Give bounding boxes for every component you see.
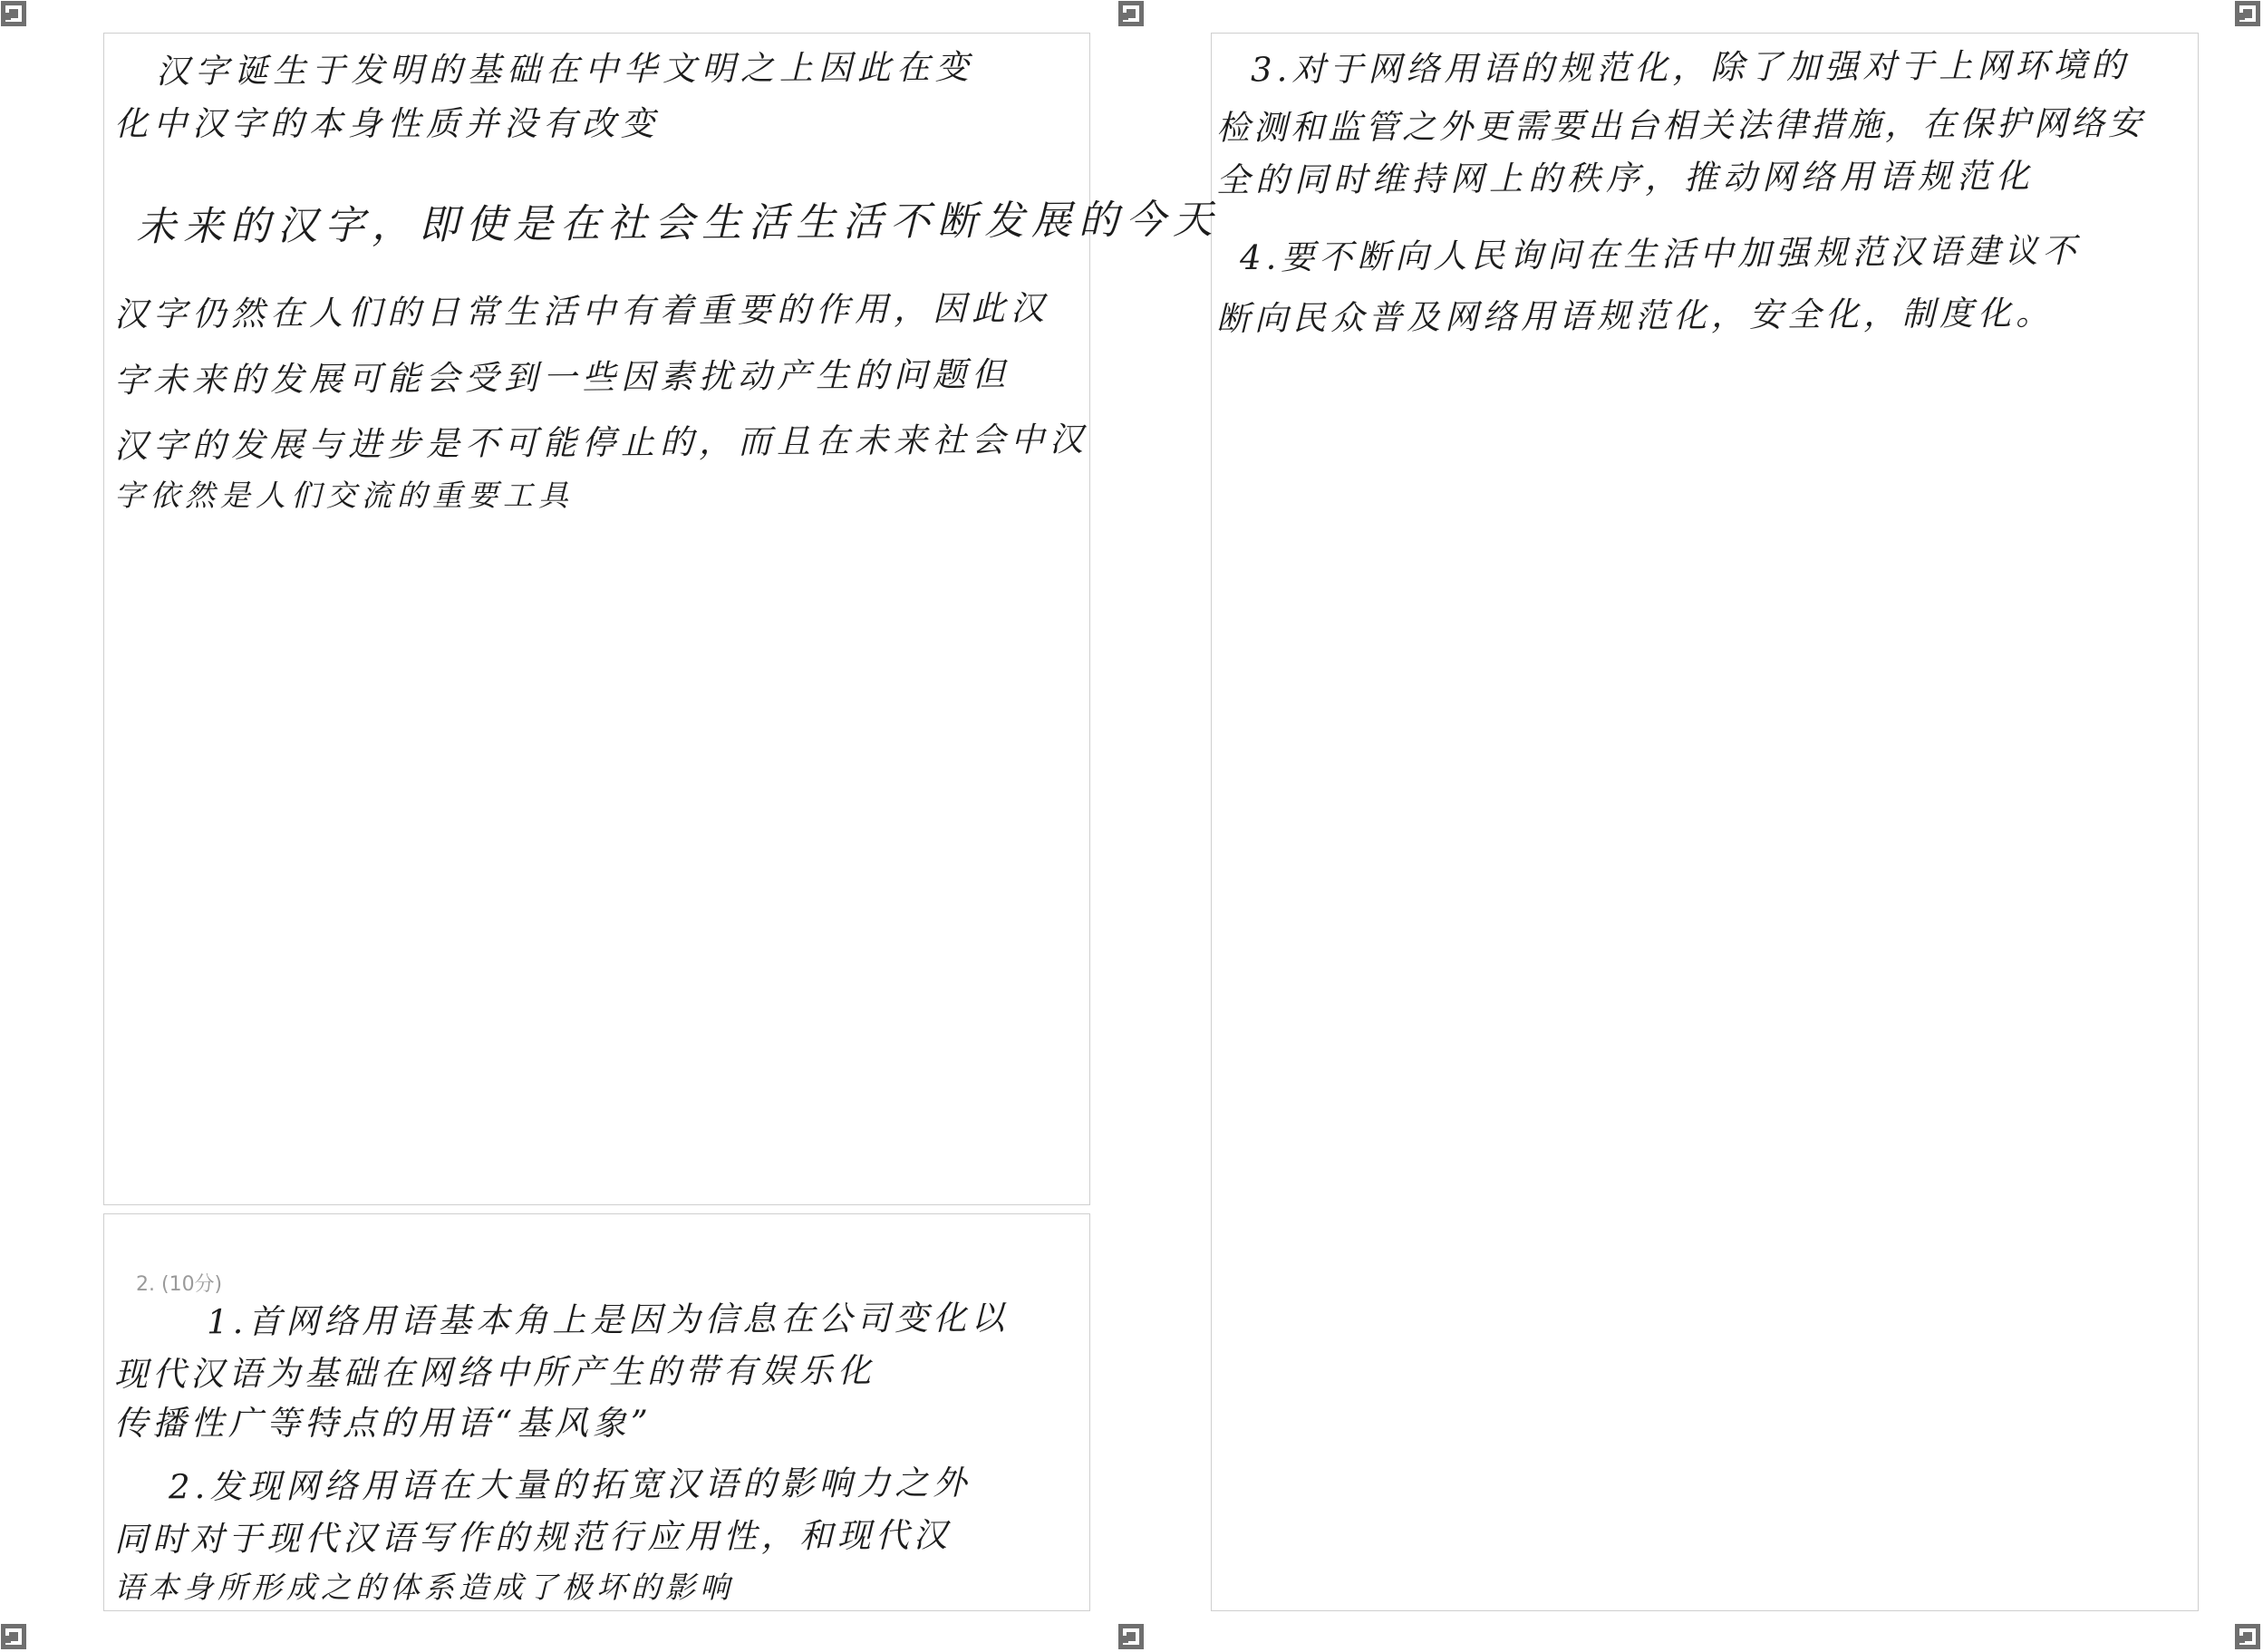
handwritten-line: 1.首网络用语基本角上是因为信息在公司变化以: [206, 1298, 1010, 1342]
handwritten-line: 断向民众普及网络用语规范化，安全化，制度化。: [1215, 293, 2055, 339]
handwritten-line: 全的同时维持网上的秩序，推动网络用语规范化: [1215, 156, 2036, 200]
corner-marker-icon: [1117, 1623, 1145, 1650]
handwritten-line: 2.发现网络用语在大量的拓宽汉语的影响力之外: [168, 1463, 972, 1507]
handwritten-line: 检测和监管之外更需要出台相关法律措施，在保护网络安: [1215, 103, 2146, 148]
handwritten-line: 字依然是人们交流的重要工具: [114, 478, 574, 513]
handwritten-line: 汉字诞生于发明的基础在中华文明之上因此在变: [155, 47, 975, 92]
handwritten-line: 汉字仍然在人们的日常生活中有着重要的作用，因此汉: [113, 288, 1050, 334]
handwritten-line: 汉字的发展与进步是不可能停止的，而且在未来社会中汉: [113, 420, 1089, 466]
corner-marker-icon: [2234, 0, 2261, 27]
handwritten-line: 现代汉语为基础在网络中所产生的带有娱乐化: [113, 1350, 876, 1395]
handwritten-line: 4.要不断向人民询问在生活中加强规范汉语建议不: [1239, 230, 2081, 278]
handwritten-line: 3.对于网络用语的规范化，除了加强对于上网环境的: [1250, 45, 2130, 90]
handwritten-line: 语本身所形成之的体系造成了极坏的影响: [114, 1570, 734, 1605]
corner-marker-icon: [1117, 0, 1145, 27]
handwritten-line: 未来的汉字，即使是在社会生活生活不断发展的今天: [135, 196, 1221, 251]
question-label: 2. (10分): [136, 1273, 223, 1296]
corner-marker-icon: [0, 0, 27, 27]
corner-marker-icon: [2234, 1623, 2261, 1650]
handwritten-line: 字未来的发展可能会受到一些因素扰动产生的问题但: [113, 354, 1011, 401]
handwritten-line: 同时对于现代汉语写作的规范行应用性，和现代汉: [113, 1515, 953, 1560]
handwritten-line: 传播性广等特点的用语“基风象”: [114, 1404, 653, 1443]
corner-marker-icon: [0, 1623, 27, 1650]
handwritten-line: 化中汉字的本身性质并没有改变: [114, 104, 660, 143]
